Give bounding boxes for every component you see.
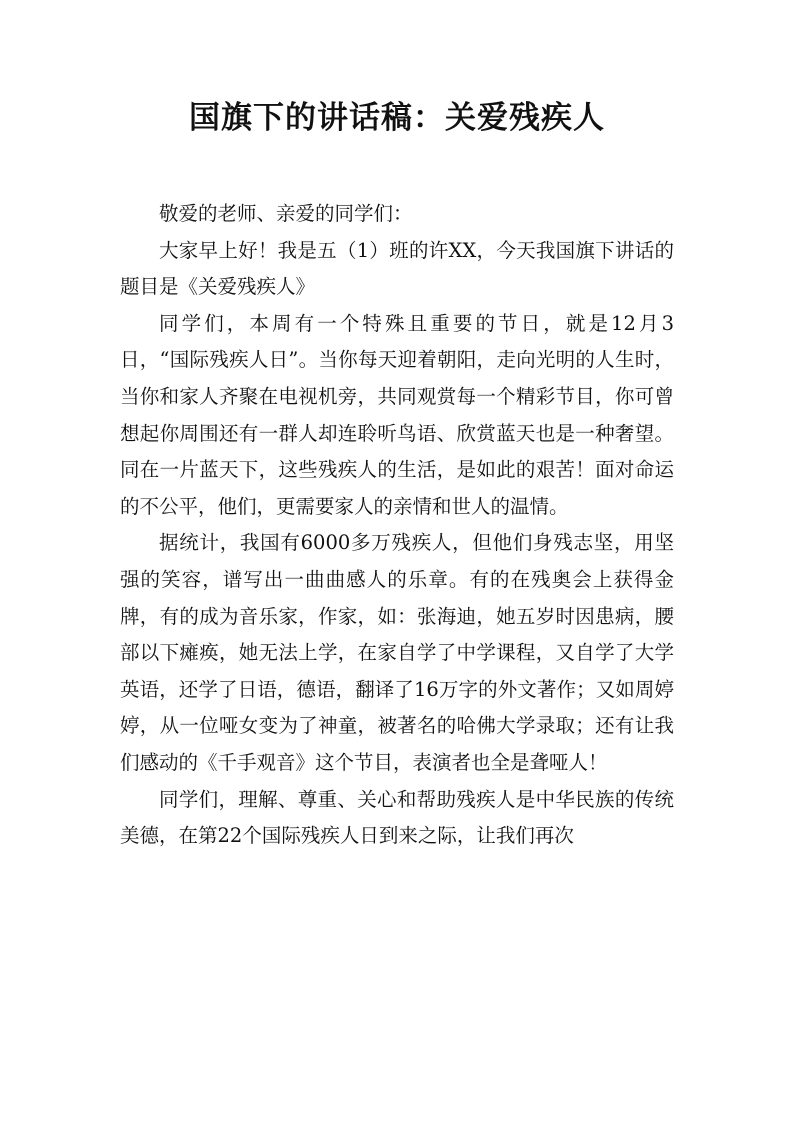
greeting-paragraph: 大家早上好！我是五（1）班的许XX，今天我国旗下讲话的题目是《关爱残疾人》 (120, 238, 674, 299)
document-title: 国旗下的讲话稿：关爱残疾人 (189, 100, 605, 136)
body-paragraph: 据统计，我国有6000多万残疾人，但他们身残志坚，用坚强的笑容，谱写出一曲曲感人的乐章。有的在残奥会上获得金牌，有的成为音乐家，作家，如：张海迪，她五岁时因患病，腰部以下瘫痪，她无法上学，在家自学了中学课程，又自学了大学英语，还学了日语，德语，翻译了16万字的外文著作；又如周婷婷，从一位哑女变为了神童，被著名的哈佛大学录取；还有让我们感动的《千手观音》这个节目，表演者也全是聋哑人！ (120, 531, 674, 774)
body-paragraph: 同学们，理解、尊重、关心和帮助残疾人是中华民族的传统美德，在第22个国际残疾人日到来之际，让我们再次 (120, 787, 674, 848)
salutation-paragraph: 敬爱的老师、亲爱的同学们： (159, 202, 413, 225)
document-body (120, 196, 674, 855)
body-paragraph: 同学们，本周有一个特殊且重要的节日，就是12月3日，“国际残疾人日”。当你每天迎着朝阳，走向光明的人生时，当你和家人齐聚在电视机旁，共同观赏每一个精彩节目，你可曾想起你周围还有一群人却连聆听鸟语、欣赏蓝天也是一种奢望。同在一片蓝天下，这些残疾人的生活，是如此的艰苦！面对命运的不公平，他们，更需要家人的亲情和世人的温情。 (120, 311, 674, 518)
